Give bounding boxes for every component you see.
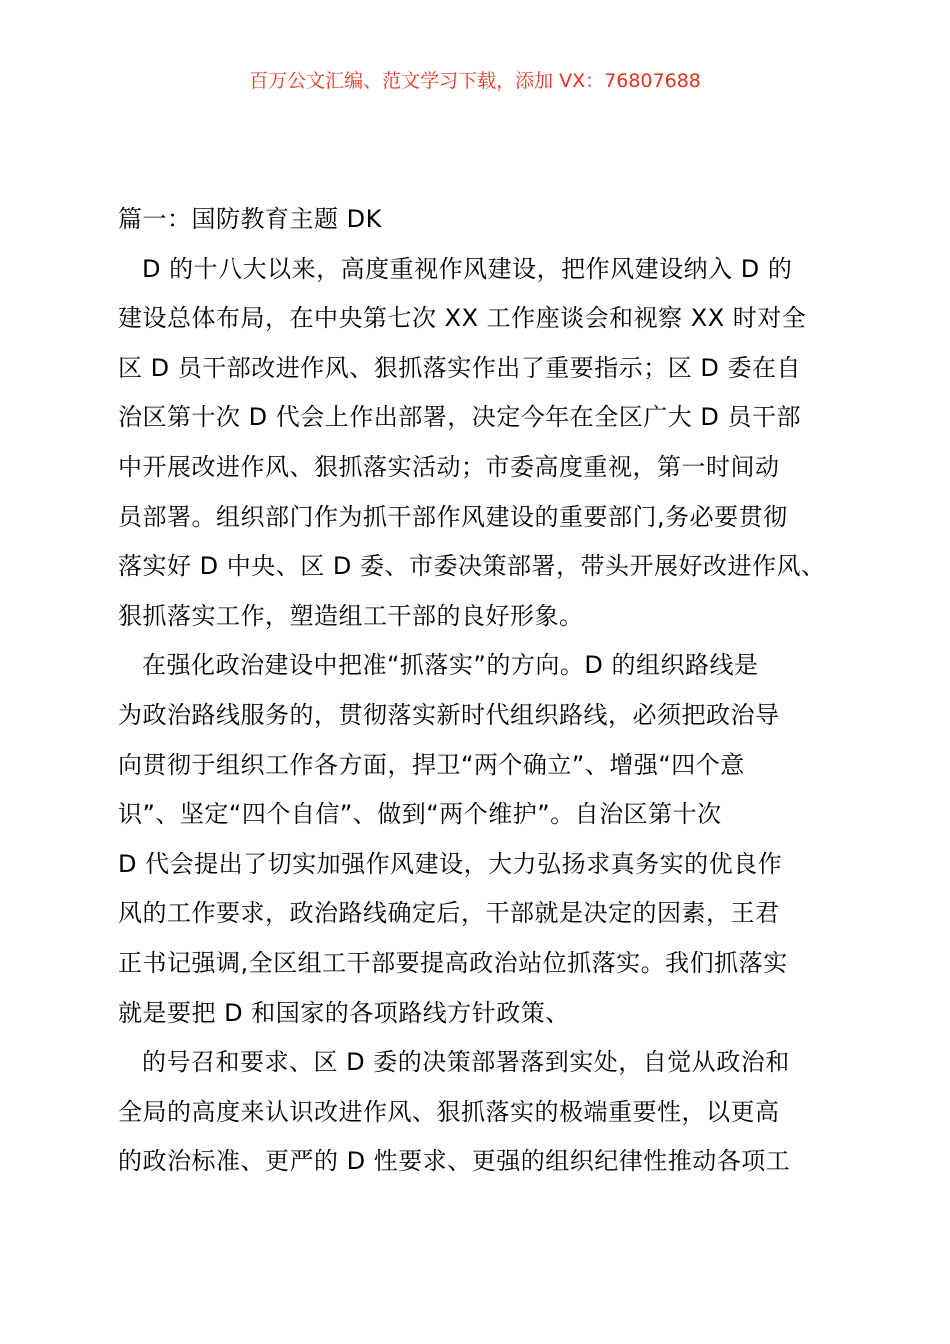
paragraph-line: 在强化政治建设中把准“抓落实”的方向。D 的组织路线是 <box>142 651 759 680</box>
section-title: 篇一：国防教育主题 DK <box>118 205 382 233</box>
paragraph-line: 风的工作要求，政治路线确定后，干部就是决定的因素，王君 <box>118 899 780 928</box>
paragraph <box>118 245 838 642</box>
paragraph-line: 中开展改进作风、狠抓落实活动；市委高度重视，第一时间动 <box>118 452 780 481</box>
paragraph-line: 狠抓落实工作，塑造组工干部的良好形象。 <box>118 601 584 630</box>
paragraph-line: 就是要把 D 和国家的各项路线方针政策、 <box>118 998 570 1027</box>
paragraph-line: D 的十八大以来，高度重视作风建设，把作风建设纳入 D 的 <box>142 254 793 283</box>
paragraph-line: 建设总体布局，在中央第七次 XX 工作座谈会和视察 XX 时对全 <box>118 304 807 333</box>
paragraph-line: D 代会提出了切实加强作风建设，大力弘扬求真务实的优良作 <box>118 849 783 878</box>
paragraph-line: 治区第十次 D 代会上作出部署，决定今年在全区广大 D 员干部 <box>118 403 801 432</box>
paragraph-line: 向贯彻于组织工作各方面，捍卫“两个确立”、增强“四个意 <box>118 750 745 779</box>
document-body <box>118 195 838 1187</box>
paragraph-line: 正书记强调,全区组工干部要提高政治站位抓落实。我们抓落实 <box>118 948 788 977</box>
header-banner: 百万公文汇编、范文学习下载，添加 VX：76807688 <box>249 70 701 92</box>
paragraph-line: 全局的高度来认识改进作风、狠抓落实的极端重要性，以更高 <box>118 1097 780 1126</box>
paragraph-line: 落实好 D 中央、区 D 委、市委决策部署，带头开展好改进作风、 <box>118 552 826 581</box>
paragraph-line: 为政治路线服务的，贯彻落实新时代组织路线，必须把政治导 <box>118 700 780 729</box>
paragraph-line: 的政治标准、更严的 D 性要求、更强的组织纪律性推动各项工 <box>118 1147 791 1176</box>
paragraph <box>118 1038 838 1187</box>
paragraph <box>118 641 838 1038</box>
paragraph-line: 的号召和要求、区 D 委的决策部署落到实处，自觉从政治和 <box>142 1048 790 1077</box>
paragraph-line: 区 D 员干部改进作风、狠抓落实作出了重要指示；区 D 委在自 <box>118 353 801 382</box>
paragraph-line: 识”、坚定“四个自信”、做到“两个维护”。自治区第十次 <box>118 800 722 829</box>
paragraph-line: 员部署。组织部门作为抓干部作风建设的重要部门,务必要贯彻 <box>118 502 788 531</box>
